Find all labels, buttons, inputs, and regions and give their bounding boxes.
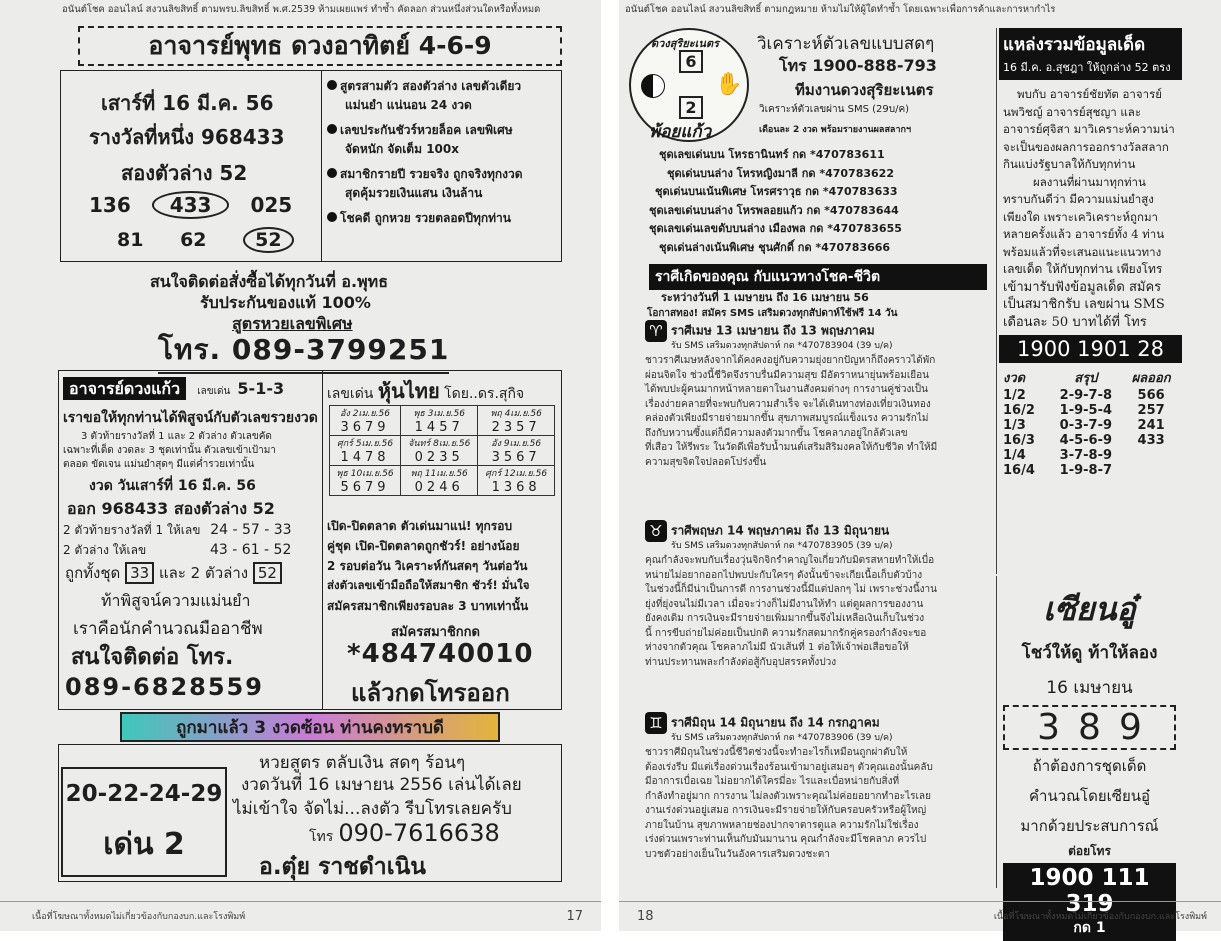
bullet-2: เลขประกันชัวร์หวยล็อค เลขพิเศษ xyxy=(327,121,557,140)
analysis-phone: โทร 1900-888-793 xyxy=(779,56,937,75)
buddha-header xyxy=(78,26,562,66)
bottom-nums: 20-22-24-29 xyxy=(65,781,223,807)
code-item: ชุดเลขเด่นบน โหรธานินทร์ กด *470783611 xyxy=(659,148,885,161)
draw-row-2 xyxy=(117,227,294,253)
kaew-result: ออก 968433 สองตัวล่าง 52 xyxy=(67,499,275,518)
sign-taurus-sms: รับ SMS เสริมดวงทุกสัปดาห์ กด *470783905 (39 บ/ค) xyxy=(671,541,893,551)
source-title: แหล่งรวมข้อมูลเด็ด xyxy=(1003,35,1146,55)
kaew-line-b: 2 ตัวล่าง ให้เลข 43 - 61 - 52 xyxy=(63,542,292,558)
source-row: 16/3 4-5-6-9 433 xyxy=(1003,433,1165,448)
kaew-line-a-num: 24 - 57 - 33 xyxy=(210,522,292,538)
hun-cell: พฤ 11เม.ย.56 0246 xyxy=(401,466,478,496)
sign-gemini-text: ชาวราศีมิถุนในช่วงนี้ชีวิตช่วงนี้จะทำอะไรก็เหมือนถูกผ่าตับให้ ต้องเร่งรีบ มีแต่เรื่องด่วนเรื่องร้อนเข้ามาอยู่เสมอๆ ตัวคุณเองนั้นคลับ มีอาการเบื่อเฉย ไม่อยากได้ใครมี่อะ ไรและเบื่อหน่ายกับสิ่งที่ กำลังทำอยู่มาก การงาน ไม่ลงตัวเพราะคุณไม่ค่อยอยากทำอะไรเลย งานเร่งด่วนอยู่เสมอ การเงินจะมีรายจ่ายให้กับครอบครัวหรือผู้ใหญ่ ภายในบ้าน สุขภาพหลายช่องปากจาตารดูแล ความรักไม่ใช่เรื่อง เร่งด่วนเพราะท่านเห็นกับมันมานาน คุณกำลังจะมีโชคลาภ ควรไป บวชตัวอย่างเย็นในวันอังคารเสริมดวงชะตา xyxy=(645,747,933,860)
zodiac-header: ราศีเกิดของคุณ กับแนวทางโชค-ชีวิต xyxy=(649,264,987,290)
contact-l3: สูตรหวยเลขพิเศษ xyxy=(232,314,353,333)
hun-cell: ศุกร์ 12เม.ย.56 1368 xyxy=(478,466,555,496)
hun-title: เลขเด่น หุ้นไทย โดย..ดร.สุกิจ xyxy=(327,379,525,403)
bullet-dot-icon xyxy=(327,124,337,134)
sign-gemini xyxy=(645,712,991,862)
r1-a: 136 xyxy=(89,193,131,217)
bullet-box xyxy=(322,70,562,262)
source-column xyxy=(996,28,1182,574)
hun-title-big: หุ้นไทย xyxy=(377,379,440,403)
hun-para-5: สมัครสมาชิกเพียงรอบละ 3 บาทเท่านั้น xyxy=(327,599,529,613)
kaew-desc-2: เฉพาะที่เด็ด งวดละ 3 ชุดเท่านั้น ตัวเลขเข้าเป้ามา xyxy=(63,445,276,456)
sian-t1: ถ้าต้องการชุดเด็ด xyxy=(1032,757,1147,775)
hun-table xyxy=(329,405,555,496)
contact-phone: โทร. 089-3799251 xyxy=(158,328,449,374)
sian-title: เซียนอู๋ xyxy=(1043,590,1136,628)
kaew-desc-1: 3 ตัวท้ายรางวัลที่ 1 และ 2 ตัวล่าง ตัวเลขคัด xyxy=(81,431,272,442)
sian-press: กด 1 xyxy=(1073,920,1106,936)
hun-row xyxy=(330,436,555,466)
kaew-desc-3: ตลอด ขัดเจน แม่นยำสุดๆ มีแต่ค่ำรวยเท่านั้น xyxy=(63,459,255,470)
analysis-sms: วิเคราะห์ตัวเลขผ่าน SMS (29บ/ค) xyxy=(759,104,910,115)
bullet-dot-icon xyxy=(327,80,337,90)
result-banner: ถูกมาแล้ว 3 งวดซ้อน ท่านคงทราบดี xyxy=(120,712,500,742)
bottom-l2: งวดวันที่ 16 เมษายน 2556 เล่นได้เลย xyxy=(241,775,522,795)
bottom-l3: ไม่เข้าใจ จัดไม่...ลงตัว รีบโทรเลยครับ xyxy=(233,799,512,819)
sign-gemini-title: ♊ ราศีมิถุน 14 มิถุนายน ถึง 14 กรกฎาคม xyxy=(645,712,991,734)
kaew-lead-label: เลขเด่น xyxy=(197,386,231,397)
right-top-strip: อนันต์โชค ออนไลน์ สงวนลิขสิทธิ์ ตามกฎหมาย ห้ามไม่ให้ผู้ใดทำซ้ำ โดยเฉพาะเพื่อการค้าและการหากำไร xyxy=(625,4,1056,15)
kaew-sub: เราขอให้ทุกท่านได้พิสูจน์กับตัวเลขรวยงวด xyxy=(63,410,318,426)
logo-n1: 6 xyxy=(679,50,703,73)
bottom-phone-line: โทร 090-7616638 xyxy=(309,819,500,847)
kaew-pro: เราคือนักคำนวณมืออาชีพ xyxy=(73,619,263,639)
contact-l2: รับประกันของแท้ 100% xyxy=(200,293,371,312)
source-table xyxy=(1003,367,1179,478)
draw-result-box xyxy=(60,70,322,262)
right-footer: 18 เนื้อที่โฆษณาทั้งหมดไม่เกี่ยวข้องกับกองบก.และโรงพิมพ์ xyxy=(619,901,1221,931)
suriya-logo xyxy=(629,28,749,142)
code-item: ชุดเลขเด่นเลขดับบนล่าง เมืองพล กด *470783655 xyxy=(649,222,902,235)
sign-gemini-sms: รับ SMS เสริมดวงทุกสัปดาห์ กด *470783906 (39 บ/ค) xyxy=(671,733,893,743)
sian-t2: คำนวณโดยเซียนอู๋ xyxy=(1029,787,1150,805)
sign-taurus-title: ♉ ราศีพฤษภ 14 พฤษภาคม ถึง 13 มิถุนายน xyxy=(645,520,991,542)
hun-box xyxy=(323,370,562,710)
left-page-number: 17 xyxy=(566,909,583,924)
hun-para-2: คู่ชุด เปิด-ปิดตลาดถูกชัวร์! อย่างน้อย xyxy=(327,539,520,553)
r1-c: 025 xyxy=(250,193,293,217)
sian-phone: 1900 111 319 xyxy=(1029,865,1150,917)
hun-call: แล้วกดโทรออก xyxy=(351,679,510,707)
kaew-heading xyxy=(63,377,284,402)
contact-l1: สนใจติดต่อสั่งซื้อได้ทุกวันที่ อ.พุทธ xyxy=(150,272,388,291)
bottom-phone: 090-7616638 xyxy=(338,819,500,847)
hun-cell: พุธ 10เม.ย.56 5679 xyxy=(330,466,401,496)
bullet-4: โชคดี ถูกหวย รวยตลอดปีทุกท่าน xyxy=(327,209,557,228)
source-header xyxy=(999,28,1182,80)
page-gutter xyxy=(601,0,619,931)
sign-taurus xyxy=(645,520,991,670)
hun-cell: อัง 2เม.ย.56 3679 xyxy=(330,406,401,436)
kaew-line-a: 2 ตัวท้ายรางวัลที่ 1 ให้เลข 24 - 57 - 33 xyxy=(63,522,292,538)
hun-apply: สมัครสมาชิกกด xyxy=(391,625,480,640)
hand-icon: ✋ xyxy=(715,72,743,97)
bullet-3b: สุดคุ้มรวยเงินแสน เงินล้าน xyxy=(345,186,483,200)
sian-t3: มากด้วยประสบการณ์ xyxy=(1020,817,1159,835)
r1-b: 433 xyxy=(152,191,230,219)
hun-cell: พฤ 4เม.ย.56 2357 xyxy=(478,406,555,436)
first-prize: รางวัลที่หนึ่ง 968433 xyxy=(89,125,285,149)
right-page xyxy=(619,0,1221,936)
sign-aries-title: ♈ ราศีเมษ 13 เมษายน ถึง 13 พฤษภาคม xyxy=(645,320,991,342)
source-row: 1/2 2-9-7-8 566 xyxy=(1003,388,1165,403)
sian-nums: 389 xyxy=(1003,705,1176,750)
hun-para-3: 2 รอบต่อวัน วิเคราะห์กันสดๆ วันต่อวัน xyxy=(327,559,528,573)
kaew-hit-b: 52 xyxy=(253,562,282,584)
hun-para-4: ส่งตัวเลขเข้ามือถือให้สมาชิก ชัวร์! มั่นใจ xyxy=(327,578,530,592)
bullet-list xyxy=(327,77,557,228)
hun-cell: ศุกร์ 5เม.ย.56 1478 xyxy=(330,436,401,466)
source-table-header: งวด สรุป ผลออก xyxy=(1003,371,1171,386)
two-digit: สองตัวล่าง 52 xyxy=(121,161,248,185)
code-item: ชุดเด่นล่างเน้นพิเศษ ชุนศักดิ์ กด *470783666 xyxy=(659,240,891,254)
logo-bottom: พ้อยแก้ว xyxy=(649,122,712,142)
bottom-l1: หวยสูตร ตลับเงิน สดๆ ร้อนๆ xyxy=(259,753,466,773)
code-item: ชุดเด่นบนเน้นพิเศษ โหรศราวุธ กด *470783633 xyxy=(655,185,898,198)
code-item: ชุดเลขเด่นบนล่าง โหรพลอยแก้ว กด *470783644 xyxy=(649,203,899,217)
sian-call: ต่อยโทร xyxy=(1068,844,1111,858)
r2-b: 62 xyxy=(180,229,207,251)
hun-code: *484740010 xyxy=(347,639,534,669)
bottom-nums-box xyxy=(61,767,227,877)
kaew-title: อาจารย์ดวงแก้ว xyxy=(63,377,186,400)
sian-sub: โชว์ให้ดู ท้าให้ลอง xyxy=(1021,643,1158,663)
kaew-line-b-num: 43 - 61 - 52 xyxy=(210,542,292,558)
source-date: 16 มี.ค. อ.สุชฎา ให้ถูกล่าง 52 ตรง xyxy=(1003,61,1171,74)
hun-cell: พุธ 3เม.ย.56 1457 xyxy=(401,406,478,436)
kaew-prove: ท้าพิสูจน์ความแม่นยำ xyxy=(101,591,251,610)
bullet-2b: จัดหนัก จัดเต็ม 100x xyxy=(345,142,459,156)
source-row: 16/2 1-9-5-4 257 xyxy=(1003,403,1165,418)
right-page-number: 18 xyxy=(637,909,654,924)
kaew-contact: สนใจติดต่อ โทร. xyxy=(71,645,234,670)
left-page xyxy=(0,0,601,931)
bullet-dot-icon xyxy=(327,168,337,178)
draw-row-1 xyxy=(89,191,292,219)
bullet-dot-icon xyxy=(327,212,337,222)
bullet-3: สมาชิกรายปี รวยจริง ถูกจริงทุกงวด xyxy=(327,165,557,184)
bottom-lead: เด่น 2 xyxy=(103,827,185,862)
kaew-hit: ถูกทั้งชุด 33 และ 2 ตัวล่าง 52 xyxy=(65,561,282,585)
kaew-draw-date: งวด วันเสาร์ที่ 16 มี.ค. 56 xyxy=(89,478,256,494)
gemini-icon: ♊ xyxy=(645,712,667,734)
hun-cell: จันทร์ 8เม.ย.56 0235 xyxy=(401,436,478,466)
analysis-note: เดือนละ 2 งวด พร้อมรายงานผลสลากฯ xyxy=(759,125,912,135)
code-item: ชุดเด่นบนล่าง โหรหญิงมาลี กด *470783622 xyxy=(667,166,894,180)
taurus-icon: ♉ xyxy=(645,520,667,542)
left-footer: เนื้อที่โฆษณาทั้งหมดไม่เกี่ยวข้องกับกองบก.และโรงพิมพ์ 17 xyxy=(0,901,601,931)
kaew-phone: 089-6828559 xyxy=(65,673,264,701)
yinyang-icon xyxy=(641,74,665,98)
sign-taurus-text: คุณกำลังจะพบกับเรื่องวุ่นจิกจิกรำคาญใจเกี่ยวกับมิตรสหายทำให้เบื่อ หน่ายไม่อยากออกไปพบปะกับใครๆ ดังนั้นข้าจะเกียเนื้อเก็บตัวบ้าง ในช่วงนี้ก็มีน่าเป็นการดี การงานช่วงนี้มีแต่ปลกๆ ไม่ เพราะช่วงนี้งาน ยุ่งที่ยุ่งจนไม่มีเวลา เมื่อจะว่างก็ไม่มีงานให้ทำ แต่ดูผลการของงาน ยังคงเดิม การเงินจะมีรายจ่ายเพิ่มมากขึ้นจึงไม่เหลือเงินเก็บในช่วง นี้ การขีบถ่ายไม่ค่อยเป็นปกติ ความรักสดมากรักคู่ครองกำลังจะขอ ห่างจากตัวคุณ โชคลาภไม่มี นัวเส้นที่ 1 ต่อให้เจ้าพ่อเสือขอให้ ท่านประทานพละกำลังต่อสู้กับอุปสรรคทั้งปวง xyxy=(645,555,937,668)
hun-row xyxy=(330,466,555,496)
bullet-1b: แม่นยำ แน่นอน 24 งวด xyxy=(345,98,472,112)
analysis-title: วิเคราะห์ตัวเลขแบบสดๆ xyxy=(757,34,935,54)
r2-c: 52 xyxy=(243,227,293,253)
source-number: 1900 1901 28 xyxy=(999,335,1182,363)
analysis-team: ทีมงานดวงสุริยะเนตร xyxy=(795,81,934,99)
hun-para-1: เปิด-ปิดตลาด ตัวเด่นมาแน่! ทุกรอบ xyxy=(327,519,513,533)
buddha-title: อาจารย์พุทธ ดวงอาทิตย์ 4-6-9 xyxy=(148,31,492,60)
source-row: 16/4 1-9-8-7 xyxy=(1003,463,1113,478)
kaew-box xyxy=(58,370,323,710)
kaew-hit-a: 33 xyxy=(125,562,154,584)
bottom-box xyxy=(58,744,562,882)
source-row: 1/4 3-7-8-9 xyxy=(1003,448,1113,463)
sian-box xyxy=(996,576,1182,936)
logo-top: ดวงสุริยะเนตร xyxy=(651,37,719,50)
hun-row xyxy=(330,406,555,436)
zodiac-period: ระหว่างวันที่ 1 เมษายน ถึง 16 เมษายน 56 xyxy=(661,291,869,304)
draw-date: เสาร์ที่ 16 มี.ค. 56 xyxy=(101,91,274,115)
bottom-name: อ.ตุ๋ย ราชดำเนิน xyxy=(259,854,427,880)
code-list xyxy=(649,146,902,257)
bullet-1: สูตรสามตัว สองตัวล่าง เลขตัวเดียว xyxy=(327,77,557,96)
sian-date: 16 เมษายน xyxy=(1046,678,1133,698)
hun-cell: อัง 9เม.ย.56 3567 xyxy=(478,436,555,466)
sign-aries-sms: รับ SMS เสริมดวงทุกสัปดาห์ กด *470783904 (39 บ/ค) xyxy=(671,341,893,351)
aries-icon: ♈ xyxy=(645,320,667,342)
logo-n2: 2 xyxy=(679,96,703,119)
source-text: พบกับ อาจารย์ชัยทัต อาจารย์ นพวิชญ์ อาจารย์สุชญา และ อาจารย์ศุจิสา มาวิเคราะห์ความน่า จะเป็นของผลการออกรางวัลสลาก กินแบ่งรัฐบาลให้กับทุกท่าน ผลงานที่ผ่านมาทุกท่าน ทราบกันดีว่า มีความแม่นยำสูง เพียงใด เพราะเควิเคราะห์ถูกมา หลายครั้งแล้ว อาจารย์ทั้ง 4 ท่าน พร้อมแล้วที่จะเสนอแนะแนวทาง เลขเด็ด ให้กับทุกท่าน เพียงโทร เข้ามารับฟังข้อมูลเด็ด สมัคร เป็นสมาชิกรับ เลขผ่าน SMS เดือนละ 50 บาทได้ที่ โทร xyxy=(1003,87,1175,330)
kaew-lead-num: 5-1-3 xyxy=(237,379,285,398)
source-row: 1/3 0-3-7-9 241 xyxy=(1003,418,1165,433)
zodiac-offer: โอกาสทอง! สมัคร SMS เสริมดวงทุกสัปดาห์ใช้ฟรี 14 วัน xyxy=(647,308,898,319)
sign-aries-text: ชาวราศีเมษหลังจากได้คงคงอยู่กับความยุ่งยากปัญหาก็ถึงคราวได้พัก ผ่อนจิตใจ ช่วงนี้ชีวิตจึงราบรื่นมีความสุข มีอัตราหนายุ่นพร้อมเยือน ได้พบปะผู้คนมากหน้าหลายตาในงานสังคมต่างๆ การงานคู่ช่วงเป็น เรื่องง่ายคลายที่จะพบกับความสำเร็จ จะได้เดินทางท่องเที่ยวเงินทอง คล่องตัวเพียงมีรายจ่ายมากขึ้น สุขภาพสมบูรณ์แข็งแรง ความรักไม่ ถึงกับหวานซึ้งแต่ก็มีความลงตัวมากขึ้น โชคลาภอยู่ใกล้ตัวเลข ที่เสือว ให้รีพระ ในวัดดีเพื่อรับน้ำมนต์เสริมสิริมงคลให้กับชีวิต ทำให้มี ความสุขจิตใจปลอดโปร่งขึ้น xyxy=(645,355,938,468)
left-top-strip: อนันต์โชค ออนไลน์ สงวนลิขสิทธิ์ ตามพรบ.ลิขสิทธิ์ พ.ศ.2539 ห้ามเผยแพร่ ทำซ้ำ คัดลอก ส่วนหนึ่งส่วนใดหรือทั้งหมด xyxy=(62,4,541,15)
sign-aries xyxy=(645,320,991,470)
r2-a: 81 xyxy=(117,229,144,251)
